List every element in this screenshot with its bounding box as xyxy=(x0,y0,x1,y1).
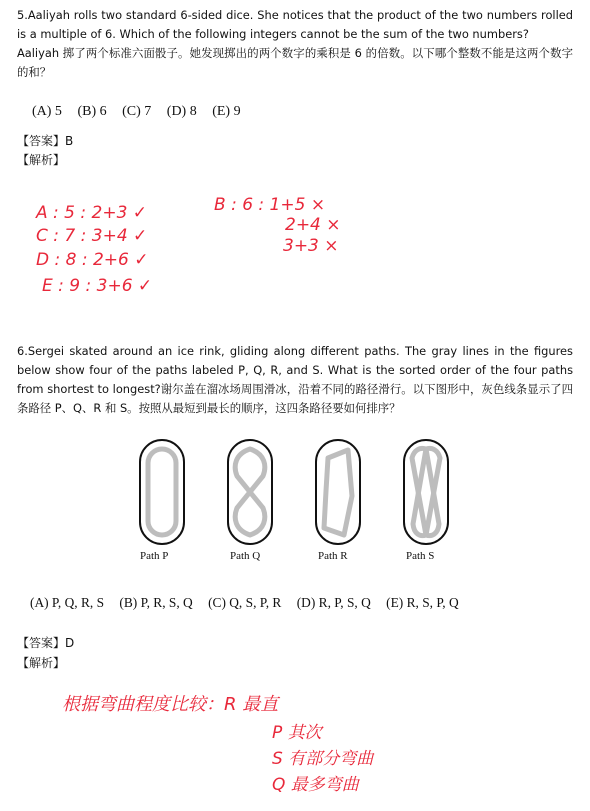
q6-choice-e: (E) R, S, P, Q xyxy=(386,595,459,610)
path-r-label: Path R xyxy=(318,550,348,562)
q6-choice-b: (B) P, R, S, Q xyxy=(119,595,193,610)
q5-text-en: 5.Aaliyah rolls two standard 6-sided dice. She notices that the product of the two numbers rolled is a multiple of 6. Which of the following integers cannot be the sum of the two numbers? xyxy=(17,8,573,41)
q6-choice-d: (D) R, P, S, Q xyxy=(296,595,371,610)
path-s-figure xyxy=(404,440,448,544)
path-p-label: Path P xyxy=(140,550,169,562)
hand-line-d: D : 8 : 2+6 ✓ xyxy=(36,250,149,270)
q5-text-zh: Aaliyah 掷了两个标准六面骰子。她发现掷出的两个数字的乘积是 6 的倍数。以下哪个整数不能是这两个数字的和？ xyxy=(17,46,573,79)
q6-path-figures xyxy=(130,436,450,548)
path-q-label: Path Q xyxy=(230,550,261,562)
hand-line-e: E : 9 : 3+6 ✓ xyxy=(42,276,153,296)
q5-choice-b: (B) 6 xyxy=(77,104,107,119)
hand-line-b2: 2+4 × xyxy=(285,215,341,235)
path-r-figure xyxy=(316,440,360,544)
q5-choice-d: (D) 8 xyxy=(166,104,197,119)
q6-analysis-label: 【解析】 xyxy=(17,656,66,670)
q5-choice-e: (E) 9 xyxy=(212,104,241,119)
q6-choice-a: (A) P, Q, R, S xyxy=(30,595,105,610)
q5-choice-c: (C) 7 xyxy=(122,104,152,119)
path-s-label: Path S xyxy=(406,550,435,562)
q6-hand-line-1: 根据弯曲程度比较：R 最直 xyxy=(62,694,279,715)
q6-choice-c: (C) Q, S, P, R xyxy=(208,595,282,610)
q5-answer: 【答案】B xyxy=(17,134,74,148)
hand-line-b3: 3+3 × xyxy=(283,236,339,256)
q5-choice-a: (A) 5 xyxy=(32,104,62,119)
hand-line-b: B : 6 : 1+5 × xyxy=(214,195,326,215)
q6-text: 6.Sergei skated around an ice rink, gliding along different paths. The gray lines in the figures below show four of the paths labeled P, Q, R, and S. What is the sorted order of the four paths from shortest to longest?谢尔盖在溜冰场周围滑冰，沿着不同的路径滑行。以下图形中，灰色线条显示了四条路径 P、Q、R 和 S。按照从最短到最长的顺序，这四条路径要如何排序？ xyxy=(17,344,573,415)
path-q-figure xyxy=(228,440,272,544)
q6-hand-line-4: Q 最多弯曲 xyxy=(272,775,359,795)
q5-choices xyxy=(32,104,253,120)
q6-hand-line-3: S 有部分弯曲 xyxy=(272,749,374,769)
q6-choices xyxy=(30,595,471,611)
hand-line-a: A : 5 : 2+3 ✓ xyxy=(36,203,148,223)
path-p-figure xyxy=(140,440,184,544)
q6-answer: 【答案】D xyxy=(17,636,75,650)
q6-hand-line-2: P 其次 xyxy=(272,723,322,743)
q5-analysis-label: 【解析】 xyxy=(17,153,66,167)
hand-line-c: C : 7 : 3+4 ✓ xyxy=(36,226,148,246)
